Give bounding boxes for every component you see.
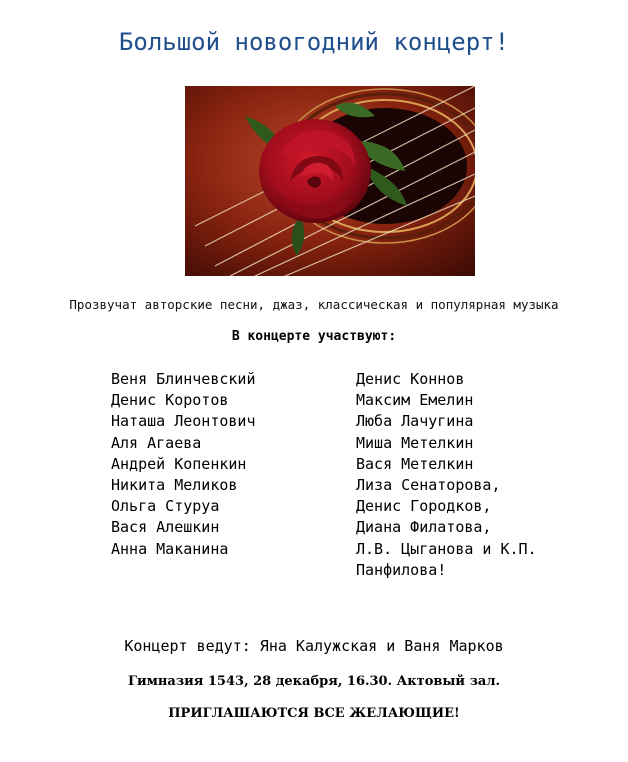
- participant-name: Денис Коротов: [111, 391, 229, 410]
- participants-heading: В концерте участвуют:: [231, 329, 397, 344]
- rose-guitar-photo: [185, 86, 475, 276]
- participant-name: Лиза Сенаторова,: [356, 476, 501, 495]
- participant-name: Андрей Копенкин: [111, 454, 247, 473]
- participant-name: Веня Блинчевский: [111, 370, 256, 388]
- participant-name: Анна Маканина: [111, 539, 229, 558]
- participants-list-right: [356, 369, 556, 581]
- participant-name: Ольга Стуруа: [111, 497, 220, 516]
- concert-description: Прозвучат авторские песни, джаз, классическая и популярная музыка: [69, 297, 559, 312]
- participant-name: Никита Меликов: [111, 476, 238, 495]
- participant-name: Наташа Леонтович: [111, 412, 256, 431]
- participant-name: Л.В. Цыганова и К.П. Панфилова!: [356, 539, 537, 579]
- venue-date-time: Гимназия 1543, 28 декабря, 16.30. Актовый зал.: [127, 674, 501, 689]
- participant-name: Денис Городков,: [356, 497, 492, 516]
- participant-name: Аля Агаева: [111, 433, 202, 452]
- participant-name: Миша Метелкин: [356, 433, 474, 452]
- participant-name: Денис Коннов: [356, 370, 465, 388]
- participant-name: Максим Емелин: [356, 391, 474, 410]
- participant-name: Вася Метелкин: [356, 454, 474, 473]
- participants-list-left: [111, 369, 256, 560]
- concert-hosts: Концерт ведут: Яна Калужская и Ваня Марков: [124, 637, 504, 655]
- participant-name: Вася Алешкин: [111, 518, 220, 537]
- participant-name: Диана Филатова,: [356, 518, 492, 537]
- page-title: Большой новогодний концерт!: [118, 28, 510, 56]
- invitation: ПРИГЛАШАЮТСЯ ВСЕ ЖЕЛАЮЩИЕ!: [168, 706, 460, 721]
- participant-name: Люба Лачугина: [356, 412, 474, 431]
